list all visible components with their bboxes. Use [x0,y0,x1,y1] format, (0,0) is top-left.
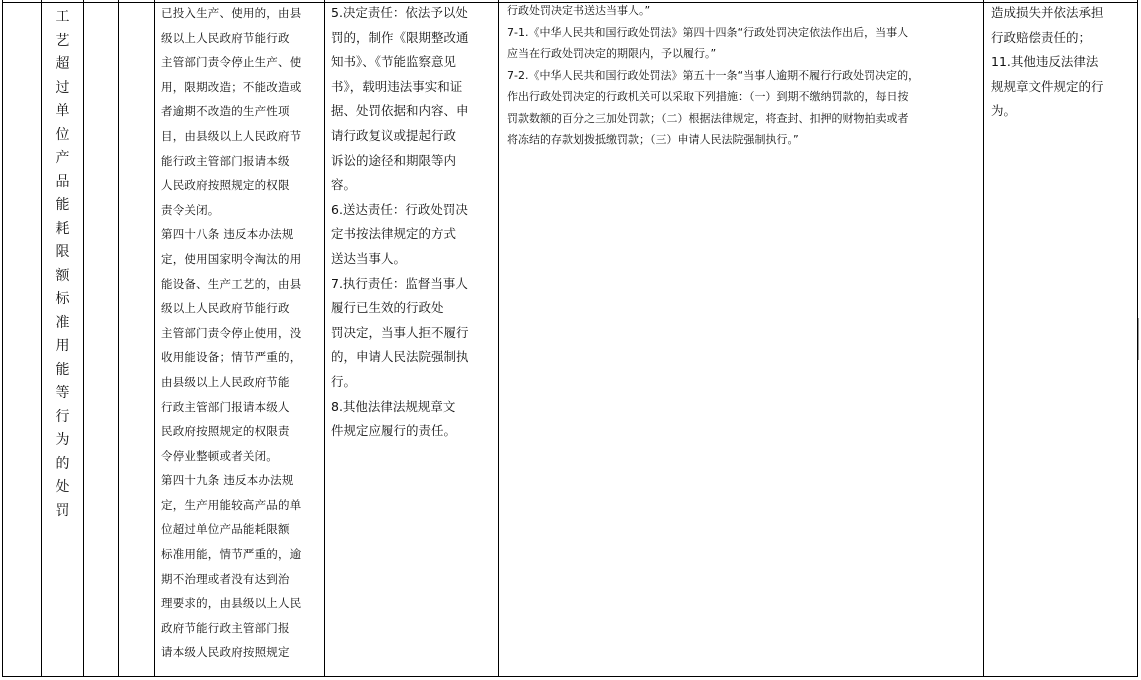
basis-line: 目，由县级以上人民政府节 [161,128,302,143]
category-char: 单 [55,103,70,119]
category-char: 超 [55,56,70,72]
responsibility-line: 书》，载明违法事实和证 [331,78,463,94]
basis-line: 标准用能，情节严重的，逾 [161,547,302,562]
basis-line: 第四十八条 违反本办法规 [161,227,294,242]
basis-line: 者逾期不改造的生产性项 [161,104,290,119]
category-char: 能 [55,197,70,213]
category-char: 处 [55,479,70,495]
legal-basis-line: 7-2.《中华人民共和国行政处罚法》第五十一条“当事人逾期不履行行政处罚决定的， [507,68,920,82]
category-char: 耗 [55,220,70,237]
category-char: 为 [55,432,70,448]
basis-line: 政府节能行政主管部门报 [161,620,290,635]
basis-line: 定，生产用能较高产品的单 [161,497,302,512]
category-vertical-text [42,0,83,523]
basis-line: 收用能设备；情节严重的， [161,350,302,365]
empty-column-b [118,0,154,677]
category-char: 的 [55,455,70,472]
responsibility-text [325,0,498,444]
basis-line: 能设备、生产工艺的，由县 [161,276,302,291]
responsibility-line: 诉讼的途径和期限等内 [331,152,457,168]
responsibility-line: 定书按法律规定的方式 [331,226,457,242]
category-char: 标 [55,291,70,307]
basis-line: 责令关闭。 [161,202,220,217]
basis-line: 请本级人民政府按照规定 [161,645,290,660]
responsibility-line: 5.决定责任：依法予以处 [331,5,468,20]
basis-line: 人民政府按照规定的权限 [161,178,290,193]
basis-line: 级以上人民政府节能行政 [161,30,290,45]
responsibility-line: 行。 [331,373,357,389]
category-char: 过 [55,79,70,96]
category-char: 能 [55,361,70,378]
basis-column [154,0,324,677]
responsibility-line: 6.送达责任：行政处罚决 [331,201,468,217]
category-char: 位 [55,126,70,143]
accountability-line: 造成损失并依法承担 [991,5,1104,20]
basis-line: 主管部门责令停止使用，没 [161,325,302,340]
responsibility-column [324,0,498,677]
basis-line: 主管部门责令停止生产、使 [161,55,302,70]
basis-line: 级以上人民政府节能行政 [161,301,290,316]
responsibility-line: 容。 [331,177,357,193]
responsibility-line: 履行已生效的行政处 [331,300,444,316]
category-char: 额 [55,267,70,284]
category-char: 品 [55,173,70,190]
basis-line: 由县级以上人民政府节能 [161,374,290,389]
category-char: 等 [55,385,70,401]
responsibility-line: 据、处罚依据和内容、申 [331,103,469,119]
legal-basis-text [499,0,983,151]
accountability-line: 11.其他违反法律法 [991,54,1099,70]
category-char: 罚 [55,502,70,519]
responsibility-line: 罚决定，当事人拒不履行 [331,324,469,340]
accountability-line: 规规章文件规定的行 [991,78,1104,94]
empty-column-a [83,0,118,677]
basis-line: 民政府按照规定的权限责 [161,424,290,439]
legal-basis-line: 将冻结的存款划拨抵缴罚款；（三）申请人民法院强制执行。” [507,133,799,146]
basis-line: 已投入生产、使用的，由县 [161,6,302,20]
responsibility-line: 8.其他法律法规规章文 [331,398,456,414]
basis-text [155,0,324,665]
category-char: 用 [55,338,70,354]
legal-basis-line: 7-1.《中华人民共和国行政处罚法》第四十四条“行政处罚决定依法作出后，当事人 [507,25,909,39]
category-char: 限 [55,244,70,260]
category-char: 产 [55,150,70,166]
accountability-line: 行政赔偿责任的； [991,29,1092,45]
responsibility-line: 知书》、《节能监察意见 [331,54,457,70]
category-char: 行 [55,408,70,425]
basis-line: 行政主管部门报请本级人 [161,399,290,414]
responsibility-line: 请行政复议或提起行政 [331,127,457,143]
category-char: 准 [55,314,70,331]
responsibility-line: 罚的，制作《限期整改通 [331,29,469,45]
accountability-text [984,0,1137,124]
accountability-line: 为。 [991,103,1017,119]
basis-line: 期不治理或者没有达到治 [161,571,290,586]
legal-basis-line: 作出行政处罚决定的行政机关可以采取下列措施：（一）到期不缴纳罚款的，每日按 [507,90,909,103]
basis-line: 定，使用国家明令淘汰的用 [161,251,302,266]
legal-basis-line: 应当在行政处罚决定的期限内，予以履行。” [507,47,717,60]
responsibility-line: 送达当事人。 [331,250,407,266]
basis-line: 位超过单位产品能耗限额 [161,522,290,537]
legal-basis-column [498,0,983,677]
responsibility-line: 件规定应履行的责任。 [331,423,457,439]
responsibility-line: 的，申请人民法院强制执 [331,349,469,365]
basis-line: 令停业整顿或者关闭。 [161,448,278,463]
accountability-column [983,0,1138,677]
basis-line: 用，限期改造；不能改造或 [161,79,302,94]
index-column [2,0,41,677]
legal-basis-line: 行政处罚决定书送达当事人。” [507,4,651,17]
basis-line: 第四十九条 违反本办法规 [161,473,294,488]
basis-line: 能行政主管部门报请本级 [161,153,290,168]
legal-basis-line: 罚款数额的百分之三加处罚款；（二）根据法律规定，将查封、扣押的财物拍卖或者 [507,111,909,125]
responsibility-line: 7.执行责任：监督当事人 [331,275,468,291]
basis-line: 理要求的，由县级以上人民 [161,596,302,611]
category-char: 工 [55,9,70,25]
category-column [41,0,83,677]
category-char: 艺 [55,32,70,49]
